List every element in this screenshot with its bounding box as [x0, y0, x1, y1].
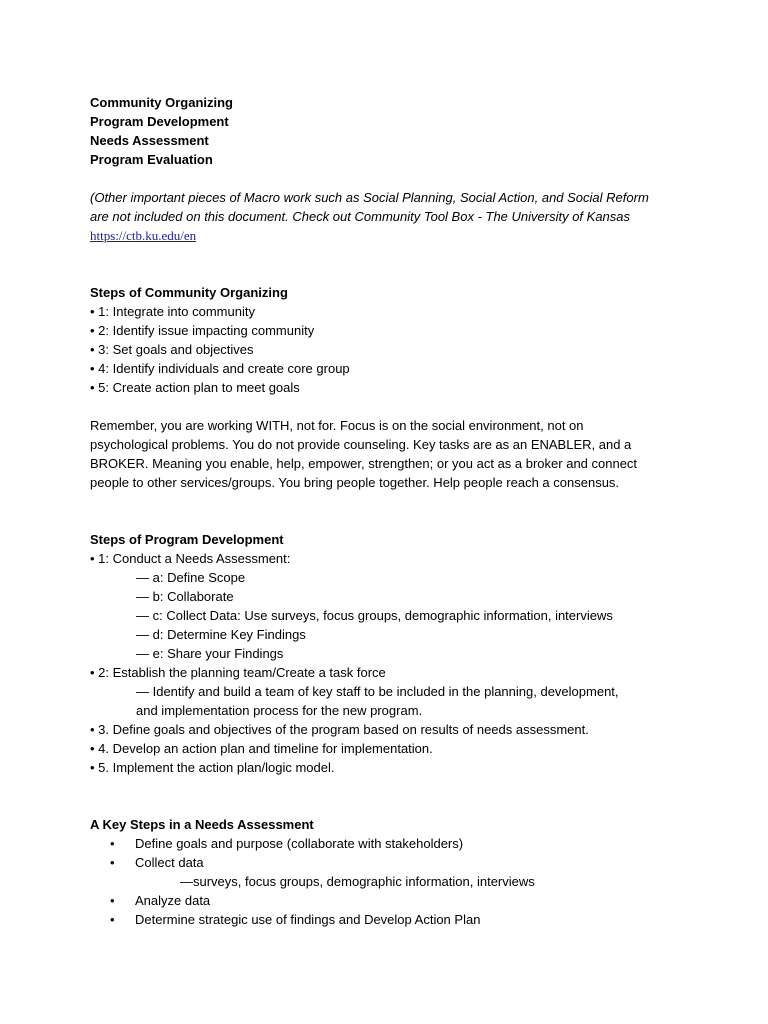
organizing-step: • 5: Create action plan to meet goals — [90, 380, 300, 395]
bullet: • — [110, 893, 115, 908]
heading-program-evaluation: Program Evaluation — [90, 152, 213, 167]
note-line-1: (Other important pieces of Macro work such as Social Planning, Social Action, and Social Reform — [90, 190, 649, 205]
needs-sub-item: —surveys, focus groups, demographic information, interviews — [180, 874, 535, 889]
program-step-5: • 5. Implement the action plan/logic model. — [90, 760, 335, 775]
needs-list-item — [90, 834, 690, 853]
needs-item-text: Define goals and purpose (collaborate with stakeholders) — [135, 836, 464, 851]
document-page — [90, 93, 690, 929]
program-substep: — c: Collect Data: Use surveys, focus groups, demographic information, interviews — [136, 608, 613, 623]
organizing-paragraph-line: people to other services/groups. You bring people together. Help people reach a consensus. — [90, 475, 620, 490]
organizing-step: • 2: Identify issue impacting community — [90, 323, 315, 338]
organizing-step: • 3: Set goals and objectives — [90, 342, 254, 357]
program-substep: — b: Collaborate — [136, 589, 234, 604]
spacer — [90, 777, 690, 815]
needs-list-item — [90, 891, 690, 910]
bullet: • — [110, 836, 115, 851]
program-step-1: • 1: Conduct a Needs Assessment: — [90, 551, 291, 566]
needs-section-title: A Key Steps in a Needs Assessment — [90, 817, 314, 832]
heading-needs-assessment: Needs Assessment — [90, 133, 209, 148]
needs-list-item — [90, 910, 690, 929]
organizing-paragraph-line: psychological problems. You do not provide counseling. Key tasks are as an ENABLER, and a — [90, 437, 632, 452]
spacer — [90, 169, 690, 188]
needs-item-text: Analyze data — [135, 893, 211, 908]
heading-program-development: Program Development — [90, 114, 229, 129]
note-line-2: are not included on this document. Check out Community Tool Box - The University of Kansas — [90, 209, 631, 224]
program-substep: — e: Share your Findings — [136, 646, 284, 661]
bullet: • — [110, 912, 115, 927]
spacer — [90, 397, 690, 416]
program-substep: — d: Determine Key Findings — [136, 627, 306, 642]
program-section-title: Steps of Program Development — [90, 532, 284, 547]
organizing-paragraph-line: BROKER. Meaning you enable, help, empower, strengthen; or you act as a broker and connect — [90, 456, 638, 471]
spacer — [90, 245, 690, 283]
program-step-2: • 2: Establish the planning team/Create a task force — [90, 665, 386, 680]
organizing-section-title: Steps of Community Organizing — [90, 285, 288, 300]
program-step-4: • 4. Develop an action plan and timeline for implementation. — [90, 741, 433, 756]
needs-item-text: Collect data — [135, 855, 204, 870]
ctb-link[interactable]: https://ctb.ku.edu/en — [90, 228, 197, 243]
heading-community-organizing: Community Organizing — [90, 95, 233, 110]
organizing-step: • 4: Identify individuals and create core group — [90, 361, 350, 376]
organizing-paragraph-line: Remember, you are working WITH, not for. Focus is on the social environment, not on — [90, 418, 584, 433]
spacer — [90, 492, 690, 530]
program-step-2-detail: and implementation process for the new program. — [136, 703, 423, 718]
organizing-step: • 1: Integrate into community — [90, 304, 255, 319]
program-step-3: • 3. Define goals and objectives of the program based on results of needs assessment. — [90, 722, 589, 737]
bullet: • — [110, 855, 115, 870]
program-step-2-detail: — Identify and build a team of key staff to be included in the planning, development, — [136, 684, 619, 699]
program-substep: — a: Define Scope — [136, 570, 246, 585]
needs-list-item — [90, 853, 690, 872]
needs-item-text: Determine strategic use of findings and Develop Action Plan — [135, 912, 481, 927]
